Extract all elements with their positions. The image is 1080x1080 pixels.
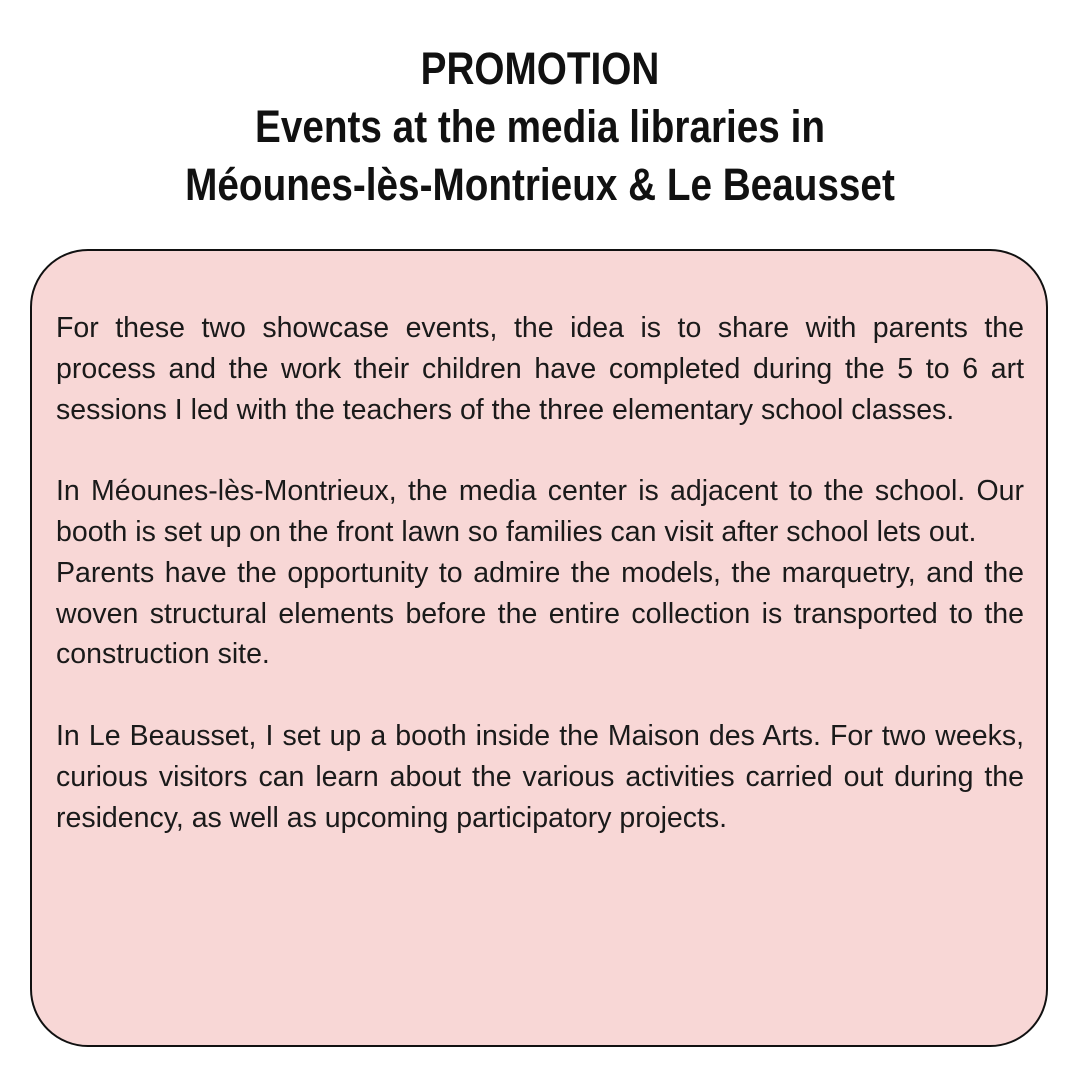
paragraph-intro: For these two showcase events, the idea is to share with parents the process and the work their children have completed during the 5 to 6 art sessions I led with the teachers of the three elementary school classes. [56, 312, 1024, 426]
page-title [76, 40, 1005, 214]
paragraph-meounes: In Méounes-lès-Montrieux, the media center is adjacent to the school. Our booth is set up on the front lawn so families can visit after school lets out. [56, 475, 1024, 548]
title-events: Events at the media libraries in [255, 101, 825, 152]
paragraph-parents: Parents have the opportunity to admire the models, the marquetry, and the woven structural elements before the entire collection is transported to the construction site. [56, 556, 1024, 671]
content-body [56, 308, 1024, 838]
title-locations: Méounes-lès-Montrieux & Le Beausset [185, 159, 895, 210]
title-promotion: PROMOTION [420, 43, 660, 94]
paragraph-beausset: In Le Beausset, I set up a booth inside the Maison des Arts. For two weeks, curious visitors can learn about the various activities carried out during the residency, as well as upcoming participatory projects. [56, 719, 1024, 834]
